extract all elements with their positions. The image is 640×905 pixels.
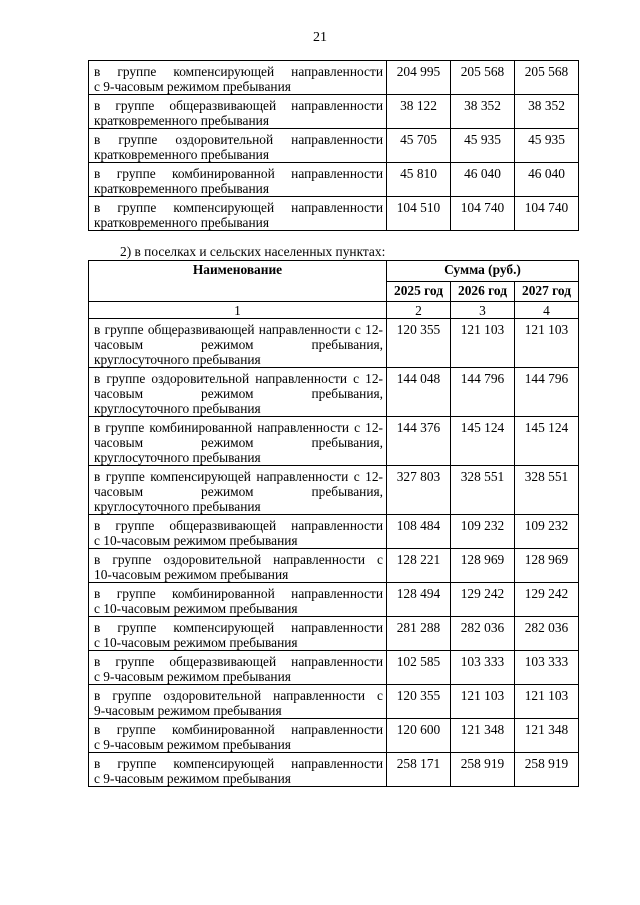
value-2025: 120 600 <box>387 719 451 753</box>
value-2026: 38 352 <box>451 95 515 129</box>
row-name-line: с 10-часовым режимом пребывания <box>94 601 298 616</box>
column-number: 2 <box>387 302 451 319</box>
value-2025: 45 810 <box>387 163 451 197</box>
row-name-line: кратковременного пребывания <box>94 113 269 128</box>
row-name-line: с 9-часовым режимом пребывания <box>94 79 291 94</box>
row-name-line: с 12-часовым режимом пребывания, <box>94 322 383 352</box>
row-name <box>89 685 387 719</box>
value-2026: 258 919 <box>451 753 515 787</box>
table-row <box>89 197 579 231</box>
value-2026: 282 036 <box>451 617 515 651</box>
value-2026: 328 551 <box>451 466 515 515</box>
row-name <box>89 617 387 651</box>
row-name-line: в группе комбинированной направленности <box>94 166 383 181</box>
value-2027: 121 103 <box>515 685 579 719</box>
value-2025: 204 995 <box>387 61 451 95</box>
table-row <box>89 61 579 95</box>
value-2025: 120 355 <box>387 685 451 719</box>
table-row <box>89 417 579 466</box>
table-row <box>89 651 579 685</box>
row-name-line: в группе компенсирующей направленности <box>94 756 383 771</box>
row-name-line: в группе компенсирующей направленности <box>94 64 383 79</box>
header-year-2026: 2026 год <box>451 282 515 302</box>
value-2027: 46 040 <box>515 163 579 197</box>
value-2025: 144 048 <box>387 368 451 417</box>
value-2025: 102 585 <box>387 651 451 685</box>
value-2027: 205 568 <box>515 61 579 95</box>
value-2027: 129 242 <box>515 583 579 617</box>
value-2025: 120 355 <box>387 319 451 368</box>
value-2027: 328 551 <box>515 466 579 515</box>
row-name <box>89 583 387 617</box>
value-2026: 103 333 <box>451 651 515 685</box>
row-name-line: в группе общеразвивающей направленности <box>94 654 383 669</box>
value-2025: 281 288 <box>387 617 451 651</box>
row-name <box>89 651 387 685</box>
table-row <box>89 617 579 651</box>
row-name-line: в группе общеразвивающей направленности <box>94 322 351 337</box>
value-2027: 104 740 <box>515 197 579 231</box>
row-name-line: 9-часовым режимом пребывания <box>94 703 282 718</box>
row-name <box>89 197 387 231</box>
row-name <box>89 719 387 753</box>
value-2027: 144 796 <box>515 368 579 417</box>
table-row <box>89 466 579 515</box>
value-2026: 121 103 <box>451 685 515 719</box>
column-number: 3 <box>451 302 515 319</box>
tariff-table-continued <box>88 60 579 231</box>
row-name-line: 10-часовым режимом пребывания <box>94 567 289 582</box>
value-2027: 121 348 <box>515 719 579 753</box>
value-2025: 327 803 <box>387 466 451 515</box>
value-2026: 129 242 <box>451 583 515 617</box>
value-2027: 38 352 <box>515 95 579 129</box>
row-name-line: с 9-часовым режимом пребывания <box>94 771 291 786</box>
value-2026: 46 040 <box>451 163 515 197</box>
row-name-line: с 12-часовым режимом пребывания, <box>94 420 383 450</box>
value-2027: 258 919 <box>515 753 579 787</box>
row-name-line: в группе общеразвивающей направленности <box>94 518 383 533</box>
value-2025: 258 171 <box>387 753 451 787</box>
row-name-line: в группе оздоровительной направленности с <box>94 371 360 386</box>
header-year-2025: 2025 год <box>387 282 451 302</box>
table-row <box>89 368 579 417</box>
table-row <box>89 163 579 197</box>
row-name-line: 12-часовым режимом пребывания, <box>94 371 383 401</box>
table-row <box>89 515 579 549</box>
row-name-line: круглосуточного пребывания <box>94 352 261 367</box>
row-name-line: в группе оздоровительной направленности с <box>94 552 383 567</box>
value-2027: 103 333 <box>515 651 579 685</box>
row-name <box>89 319 387 368</box>
header-year-2027: 2027 год <box>515 282 579 302</box>
value-2026: 144 796 <box>451 368 515 417</box>
column-number: 4 <box>515 302 579 319</box>
row-name <box>89 368 387 417</box>
table-row <box>89 549 579 583</box>
value-2027: 121 103 <box>515 319 579 368</box>
value-2027: 145 124 <box>515 417 579 466</box>
row-name <box>89 129 387 163</box>
value-2025: 128 221 <box>387 549 451 583</box>
value-2027: 128 969 <box>515 549 579 583</box>
table-row <box>89 319 579 368</box>
column-number: 1 <box>89 302 387 319</box>
row-name <box>89 95 387 129</box>
value-2025: 104 510 <box>387 197 451 231</box>
page-number: 21 <box>313 30 327 45</box>
section-heading: 2) в поселках и сельских населенных пунктах: <box>120 244 386 259</box>
row-name-line: круглосуточного пребывания <box>94 499 261 514</box>
value-2027: 282 036 <box>515 617 579 651</box>
row-name-line: в группе комбинированной направленности <box>94 586 383 601</box>
value-2026: 121 348 <box>451 719 515 753</box>
value-2025: 38 122 <box>387 95 451 129</box>
tariff-table-rural <box>88 260 579 787</box>
value-2026: 45 935 <box>451 129 515 163</box>
table-row <box>89 583 579 617</box>
row-name-line: в группе общеразвивающей направленности <box>94 98 383 113</box>
table-row <box>89 129 579 163</box>
row-name <box>89 549 387 583</box>
row-name-line: круглосуточного пребывания <box>94 401 261 416</box>
value-2025: 45 705 <box>387 129 451 163</box>
header-sum: Сумма (руб.) <box>387 261 579 282</box>
row-name-line: с 9-часовым режимом пребывания <box>94 669 291 684</box>
table-row <box>89 753 579 787</box>
value-2027: 109 232 <box>515 515 579 549</box>
row-name-line: в группе комбинированной направленности <box>94 722 383 737</box>
row-name-line: кратковременного пребывания <box>94 181 269 196</box>
row-name-line: в группе компенсирующей направленности <box>94 469 349 484</box>
row-name-line: в группе оздоровительной направленности с <box>94 688 383 703</box>
value-2026: 205 568 <box>451 61 515 95</box>
value-2026: 109 232 <box>451 515 515 549</box>
row-name-line: в группе оздоровительной направленности <box>94 132 383 147</box>
value-2026: 128 969 <box>451 549 515 583</box>
row-name <box>89 417 387 466</box>
row-name-line: кратковременного пребывания <box>94 215 269 230</box>
value-2025: 108 484 <box>387 515 451 549</box>
row-name <box>89 163 387 197</box>
value-2025: 128 494 <box>387 583 451 617</box>
row-name-line: кратковременного пребывания <box>94 147 269 162</box>
row-name <box>89 61 387 95</box>
value-2027: 45 935 <box>515 129 579 163</box>
header-name: Наименование <box>89 261 387 302</box>
row-name-line: круглосуточного пребывания <box>94 450 261 465</box>
table-row <box>89 719 579 753</box>
value-2025: 144 376 <box>387 417 451 466</box>
row-name <box>89 515 387 549</box>
row-name-line: в группе компенсирующей направленности <box>94 200 383 215</box>
row-name-line: в группе компенсирующей направленности <box>94 620 383 635</box>
table-row <box>89 685 579 719</box>
value-2026: 121 103 <box>451 319 515 368</box>
row-name-line: с 9-часовым режимом пребывания <box>94 737 291 752</box>
row-name-line: с 10-часовым режимом пребывания <box>94 533 298 548</box>
row-name <box>89 753 387 787</box>
row-name-line: в группе комбинированной направленности <box>94 420 350 435</box>
row-name <box>89 466 387 515</box>
row-name-line: с 10-часовым режимом пребывания <box>94 635 298 650</box>
row-name-line: с 12-часовым режимом пребывания, <box>94 469 383 499</box>
value-2026: 145 124 <box>451 417 515 466</box>
value-2026: 104 740 <box>451 197 515 231</box>
table-row <box>89 95 579 129</box>
